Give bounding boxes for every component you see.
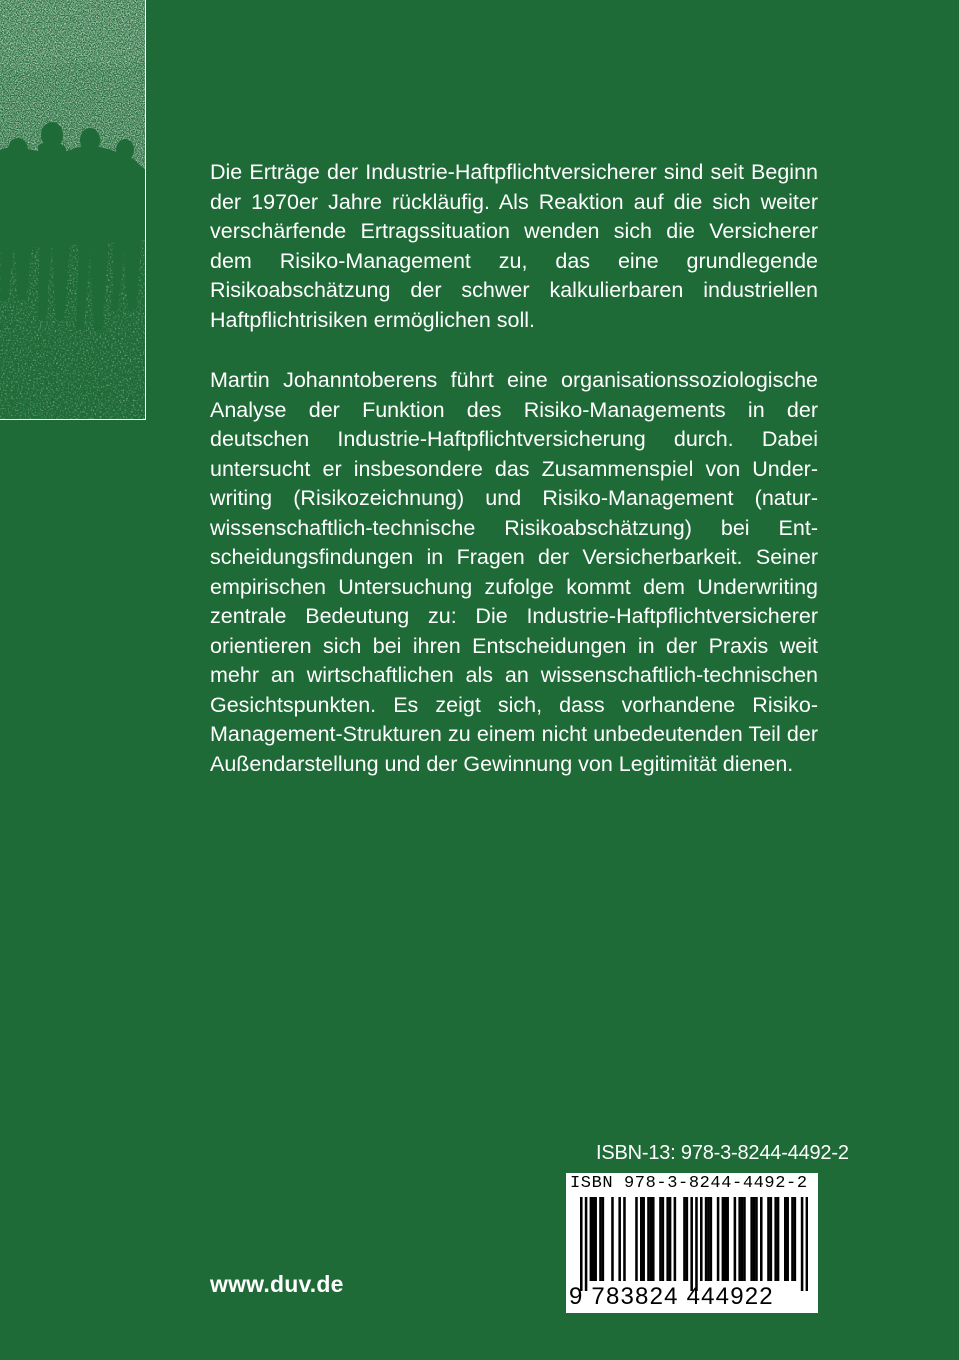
barcode-bar bbox=[599, 1197, 602, 1281]
publisher-url[interactable]: www.duv.de bbox=[210, 1271, 344, 1297]
barcode-bar bbox=[611, 1197, 614, 1281]
barcode-bar bbox=[666, 1197, 669, 1281]
barcode-bar bbox=[806, 1197, 808, 1291]
barcode-digits: 9 783824 444922 bbox=[569, 1283, 774, 1310]
barcode-bar bbox=[786, 1197, 789, 1281]
barcode-bar bbox=[623, 1197, 626, 1281]
barcode-bar bbox=[741, 1197, 744, 1281]
barcode-bar bbox=[750, 1197, 753, 1281]
barcode-bar bbox=[767, 1197, 770, 1281]
barcode-bar bbox=[753, 1197, 756, 1281]
barcode-bar bbox=[618, 1197, 621, 1281]
barcode-bar bbox=[738, 1197, 741, 1281]
barcode-bar bbox=[652, 1197, 655, 1281]
barcode-bar bbox=[801, 1197, 804, 1291]
blurb-paragraph-2: Martin Johanntoberens führt eine organisationssoziologische Analyse der Funktion des Risiko-Managements in der deutschen Industrie-Haftpflichtversicherung durch. Dabei untersucht er insbesondere das Zusammenspiel von Underwriting (Risikozeichnung) und Risiko-Management (naturwissenschaftlich-technische Risikoabschätzung) bei Entscheidungsfindungen in Fragen der Versicherbarkeit. Seiner empirischen Untersuchung zufolge kommt dem Underwriting zentrale Bedeutung zu: Die Industrie-Haftpflichtversicherer orientieren sich bei ihren Entscheidungen in der Praxis weit mehr an wirtschaftlichen als an wissenschaftlich-technischen Gesichtspunkten. Es zeigt sich, dass vorhandene Risiko-Management-Strukturen zu einem nicht unbedeutenden Teil der Außendarstellung und der Gewinnung von Legitimität dienen. bbox=[210, 368, 818, 776]
barcode-bar bbox=[662, 1197, 665, 1281]
barcode-bar bbox=[774, 1197, 777, 1281]
isbn-barcode bbox=[566, 1173, 818, 1313]
barcode-bar bbox=[743, 1197, 746, 1281]
barcode-bar bbox=[642, 1197, 645, 1281]
barcode-bar bbox=[794, 1197, 797, 1281]
barcode-isbn-text: ISBN 978-3-8244-4492-2 bbox=[570, 1174, 808, 1193]
barcode-bar bbox=[594, 1197, 597, 1281]
barcode-bar bbox=[602, 1197, 605, 1281]
barcode-bar bbox=[724, 1197, 727, 1281]
barcode-bar bbox=[755, 1197, 758, 1281]
barcode-bar bbox=[647, 1197, 650, 1281]
barcode-bar bbox=[710, 1197, 713, 1281]
barcode-bar bbox=[700, 1197, 703, 1281]
barcode-bar bbox=[690, 1197, 693, 1291]
barcode-bar bbox=[722, 1197, 725, 1281]
barcode-bar bbox=[791, 1197, 794, 1281]
barcode-bar bbox=[683, 1197, 686, 1281]
barcode-bar bbox=[705, 1197, 708, 1281]
barcode-bar bbox=[770, 1197, 773, 1281]
barcode-bar bbox=[592, 1197, 595, 1281]
barcode-bar bbox=[580, 1197, 583, 1291]
barcode-bar bbox=[650, 1197, 653, 1281]
barcode-bar bbox=[707, 1197, 710, 1281]
barcode-bars bbox=[580, 1197, 808, 1293]
barcode-bar bbox=[640, 1197, 643, 1281]
barcode-bar bbox=[695, 1197, 698, 1291]
isbn-label: ISBN-13: 978-3-8244-4492-2 bbox=[596, 1142, 849, 1164]
barcode-bar bbox=[717, 1197, 720, 1281]
barcode-bar bbox=[669, 1197, 672, 1281]
barcode-bar bbox=[777, 1197, 780, 1281]
blurb-paragraph-1: Die Erträge der Industrie-Haftpflichtversicherer sind seit Beginn der 1970er Jahre rückläufig. Als Reaktion auf die sich weiter verschärfende Ertragssituation wenden sich die Versicherer dem Risiko-Management zu, das eine grundlegende Risikoabschätzung der schwer kalkulierbaren industriellen Haftpflichtrisiken ermöglichen soll. bbox=[210, 160, 818, 332]
barcode-bar bbox=[674, 1197, 677, 1281]
barcode-bar bbox=[726, 1197, 729, 1281]
barcode-bar bbox=[686, 1197, 689, 1281]
cover-photo bbox=[0, 0, 146, 420]
barcode-bar bbox=[784, 1197, 787, 1281]
barcode-bar bbox=[635, 1197, 638, 1281]
barcode-bar bbox=[659, 1197, 662, 1281]
cover-photo-image bbox=[0, 0, 146, 420]
barcode-bar bbox=[585, 1197, 588, 1291]
barcode-bar bbox=[590, 1197, 593, 1281]
barcode-bar bbox=[760, 1197, 763, 1281]
barcode-bar bbox=[734, 1197, 737, 1281]
